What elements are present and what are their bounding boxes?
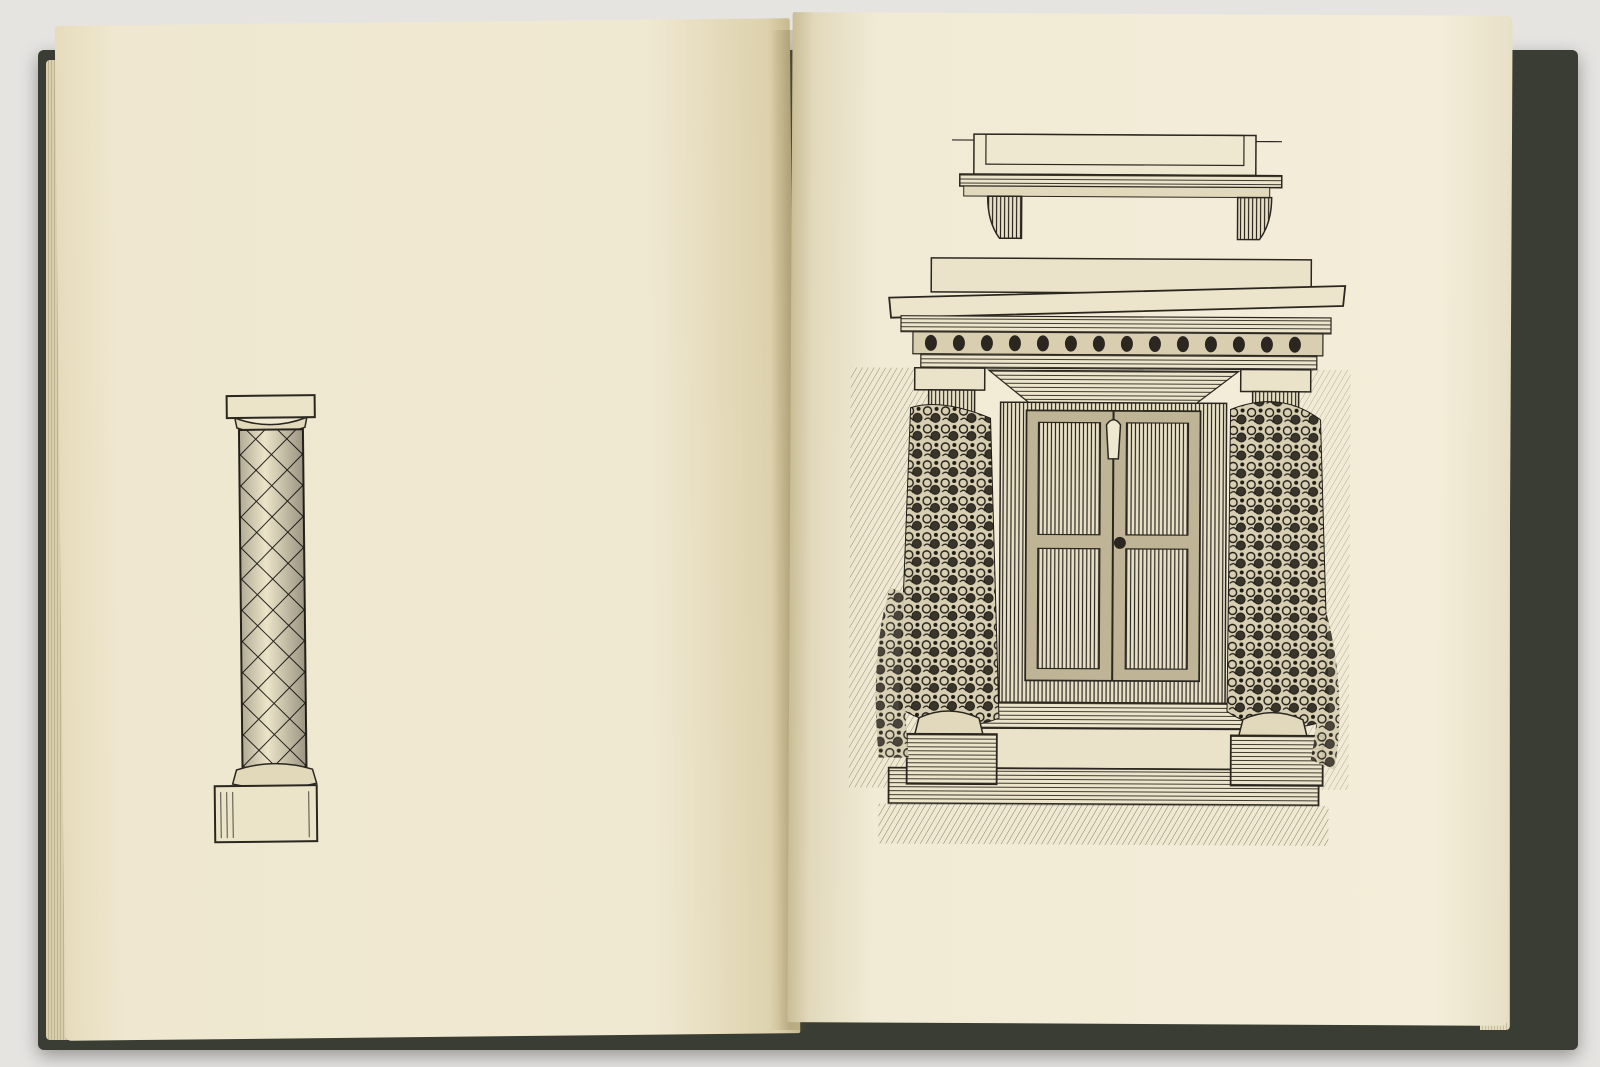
left-body-bottom [194, 885, 714, 890]
rose-covered-portico-engraving [848, 117, 1352, 860]
left-body-top [211, 109, 701, 114]
left-body-wrap [350, 381, 701, 385]
right-page [787, 12, 1512, 1026]
trellised-column-engraving [209, 391, 334, 852]
left-page [55, 18, 801, 1041]
